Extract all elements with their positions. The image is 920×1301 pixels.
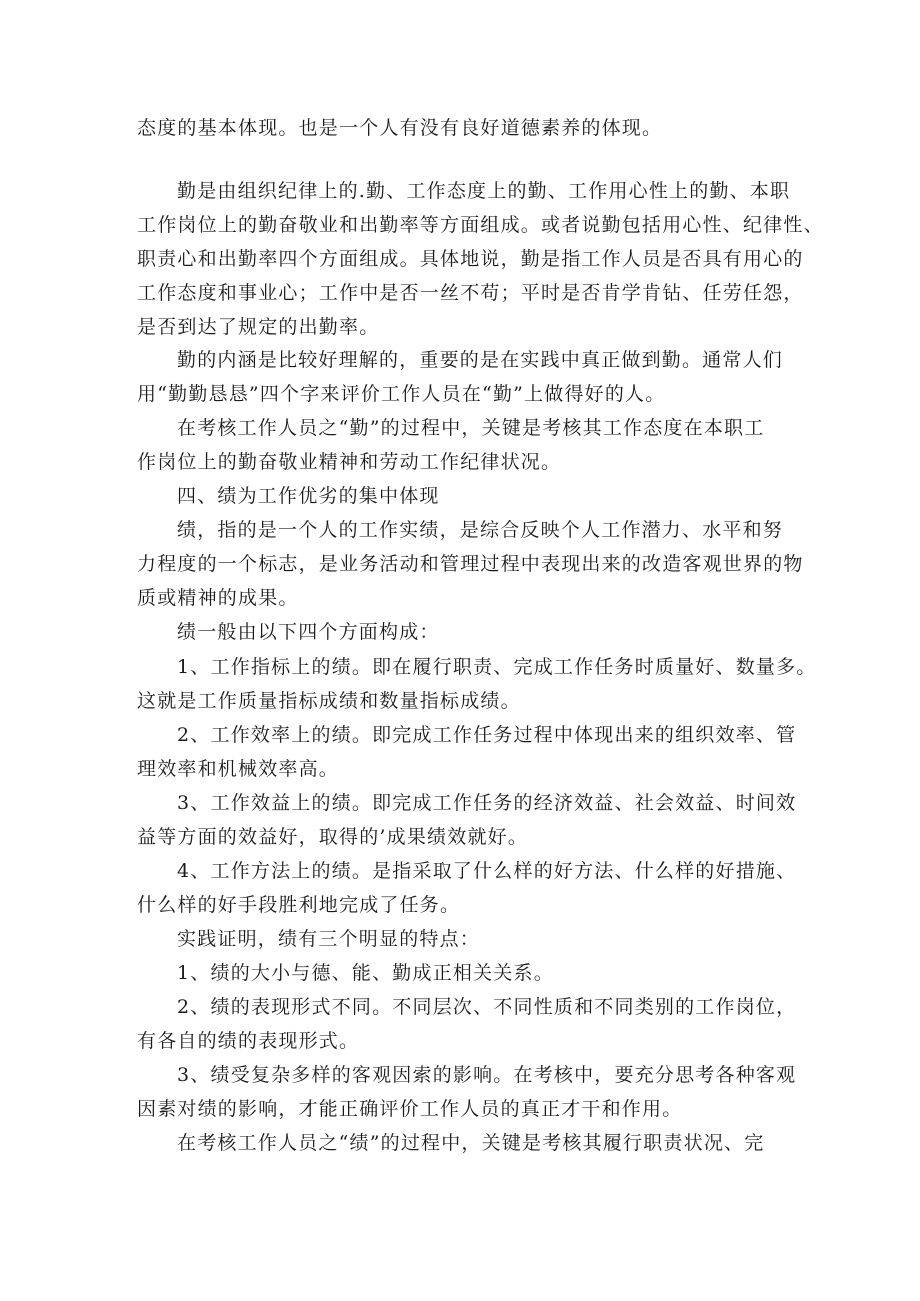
paragraph-line: 理效率和机械效率高。 (137, 758, 340, 780)
paragraph-line: 3、工作效益上的绩。即完成工作任务的经济效益、社会效益、时间效 (177, 792, 797, 814)
paragraph-line: 实践证明，绩有三个明显的特点： (177, 928, 481, 950)
paragraph-line: 勤是由组织纪律上的.勤、工作态度上的勤、工作用心性上的勤、本职 (177, 180, 791, 202)
paragraph-line: 态度的基本体现。也是一个人有没有良好道德素养的体现。 (137, 117, 663, 139)
paragraph-line: 工作岗位上的勤奋敬业和出勤率等方面组成。或者说勤包括用心性、纪律性、 (137, 214, 824, 236)
paragraph-line: 1、绩的大小与德、能、勤成正相关关系。 (177, 962, 554, 984)
paragraph-line: 2、绩的表现形式不同。不同层次、不同性质和不同类别的工作岗位， (177, 996, 797, 1018)
paragraph-line: 是否到达了规定的出勤率。 (137, 316, 380, 338)
section-heading: 四、绩为工作优劣的集中体现 (177, 485, 440, 507)
paragraph-line: 作岗位上的勤奋敬业精神和劳动工作纪律状况。 (137, 451, 562, 473)
paragraph-line: 职责心和出勤率四个方面组成。具体地说，勤是指工作人员是否具有用心的 (137, 248, 804, 270)
paragraph-line: 绩，指的是一个人的工作实绩，是综合反映个人工作潜力、水平和努 (177, 519, 784, 541)
paragraph-line: 这就是工作质量指标成绩和数量指标成绩。 (137, 690, 521, 712)
paragraph-line: 力程度的一个标志，是业务活动和管理过程中表现出来的改造客观世界的物 (137, 553, 804, 575)
paragraph-line: 2、工作效率上的绩。即完成工作任务过程中体现出来的组织效率、管 (177, 724, 797, 746)
paragraph-line: 在考核工作人员之“勤”的过程中，关键是考核其工作态度在本职工 (177, 417, 765, 439)
paragraph-line: 工作态度和事业心；工作中是否一丝不苟；平时是否肯学肯钻、任劳任怨， (137, 282, 804, 304)
paragraph-line: 因素对绩的影响，才能正确评价工作人员的真正才干和作用。 (137, 1098, 683, 1120)
paragraph-line: 1、工作指标上的绩。即在履行职责、完成工作任务时质量好、数量多。 (177, 656, 817, 678)
paragraph-line: 质或精神的成果。 (137, 587, 299, 609)
paragraph-line: 什么样的好手段胜利地完成了任务。 (137, 894, 461, 916)
paragraph-line: 有各自的绩的表现形式。 (137, 1030, 360, 1052)
paragraph-line: 绩一般由以下四个方面构成： (177, 621, 440, 643)
paragraph-line: 3、绩受复杂多样的客观因索的影响。在考核中，要充分思考各种客观 (177, 1064, 797, 1086)
paragraph-line: 用“勤勤恳恳”四个字来评价工作人员在“勤”上做得好的人。 (137, 383, 666, 405)
paragraph-line: 在考核工作人员之“绩”的过程中，关键是考核其履行职责状况、完 (177, 1132, 765, 1154)
paragraph-line: 益等方面的效益好，取得的’成果绩效就好。 (137, 826, 529, 848)
paragraph-line: 勤的内涵是比较好理解的，重要的是在实践中真正做到勤。通常人们 (177, 349, 784, 371)
paragraph-line: 4、工作方法上的绩。是指采取了什么样的好方法、什么样的好措施、 (177, 860, 797, 882)
